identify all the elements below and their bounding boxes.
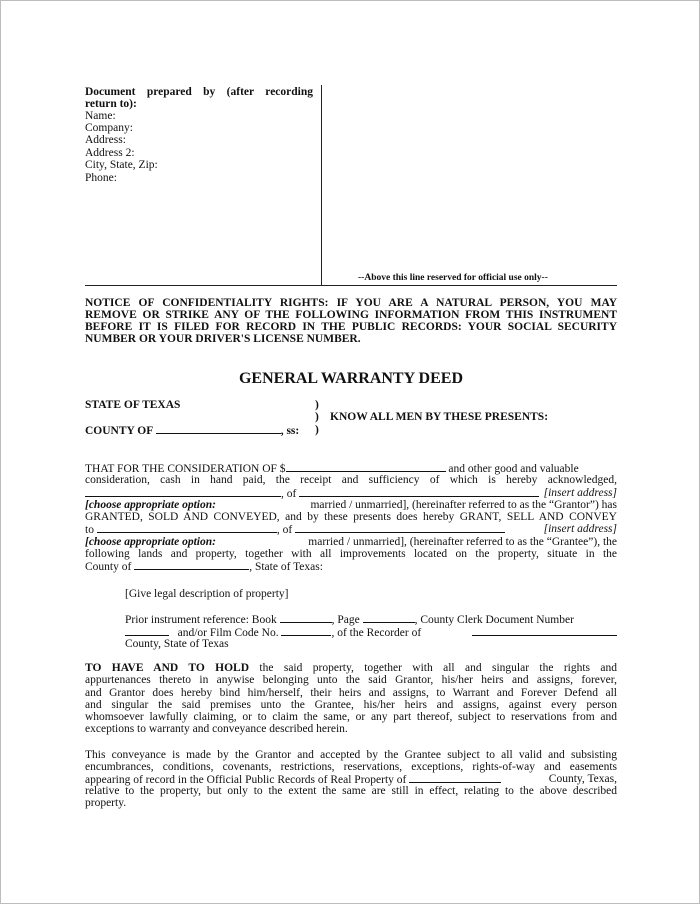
legal-description-placeholder: [Give legal description of property] [125, 588, 289, 600]
state-of-texas: STATE OF TEXAS [85, 399, 181, 411]
page-blank[interactable] [363, 613, 415, 623]
county-texas-text: County, Texas, [548, 773, 617, 785]
grantor-address-blank[interactable] [299, 487, 539, 497]
recorder-of-text: , of the Recorder of [331, 627, 422, 639]
recording-divider-vertical [321, 85, 322, 285]
consideration-line-5: GRANTED, SOLD AND CONVEYED, and by these presents does hereby GRANT, SELL AND CONVEY [85, 511, 617, 523]
venue-paren-1: ) [315, 399, 319, 411]
conveyance-line-4: relative to the property, but only to the extent the same are still in effect, relating to the above described [85, 785, 617, 797]
to-have-and-to-hold: TO HAVE AND TO HOLD [85, 662, 250, 674]
consideration-line-4 [85, 499, 617, 511]
prior-book-text: Prior instrument reference: Book [125, 614, 277, 626]
venue-paren-2: ) [315, 411, 319, 423]
habendum-text: the said property, together with all and singular the rights and [259, 662, 618, 674]
field-name: Name: [85, 110, 116, 122]
insert-address-hint-2: [insert address] [543, 523, 617, 535]
conveyance-line-5: property. [85, 797, 127, 809]
choose-option-hint-2: [choose appropriate option: [85, 536, 216, 548]
film-code-blank[interactable] [281, 626, 331, 636]
consideration-line-9 [85, 560, 323, 573]
recording-divider-horizontal [85, 285, 617, 286]
consideration-line-6 [85, 523, 617, 536]
insert-address-hint: [insert address] [543, 487, 617, 499]
consideration-line-2: consideration, cash in hand paid, the receipt and sufficiency of which is hereby acknowledged, [85, 474, 617, 486]
conveyance-line-1: This conveyance is made by the Grantor and accepted by the Grantee subject to all valid and subsisting [85, 749, 617, 761]
prepared-by-heading-2: return to): [85, 98, 137, 110]
notice-line-1: NOTICE OF CONFIDENTIALITY RIGHTS: IF YOU ARE A NATURAL PERSON, YOU MAY [85, 297, 617, 309]
prior-instrument-line-3: County, State of Texas [125, 638, 229, 650]
field-address: Address: [85, 134, 126, 146]
prepared-by-heading: Document prepared by (after recording [85, 86, 313, 98]
consideration-text-2: and other good and valuable [448, 463, 579, 475]
county-blank[interactable] [156, 424, 281, 434]
notice-line-4: NUMBER OR YOUR DRIVER'S LICENSE NUMBER. [85, 333, 361, 345]
recorder-county-blank[interactable] [472, 626, 617, 636]
choose-option-hint: [choose appropriate option: [85, 499, 216, 511]
film-code-text: and/or Film Code No. [177, 627, 279, 639]
county-ss: , ss: [280, 425, 300, 437]
county-label: COUNTY OF [85, 425, 153, 437]
venue-paren-3: ) [315, 424, 319, 436]
notice-line-3: BEFORE IT IS FILED FOR RECORD IN THE PUBLIC RECORDS: YOUR SOCIAL SECURITY [85, 321, 617, 333]
consideration-line-8: following lands and property, together with all improvements located on the property, situate in the [85, 548, 617, 560]
grantee-option-text: married / unmarried], (hereinafter referred to as the “Grantee”), the [308, 536, 617, 548]
county-line [85, 424, 299, 437]
notice-line-2: REMOVE OR STRIKE ANY OF THE FOLLOWING INFORMATION FROM THIS INSTRUMENT [85, 309, 617, 321]
grantee-name-blank[interactable] [97, 523, 277, 533]
habendum-line-4: and singular the said premises unto the Grantee, his/her heirs and assigns, against every person [85, 699, 617, 711]
records-county-blank[interactable] [409, 773, 501, 783]
document-number-blank[interactable] [125, 626, 169, 636]
habendum-line-5: whomsoever lawfully claiming, or to claim the same, or any part thereof, subject to reservations from and [85, 711, 617, 723]
book-blank[interactable] [280, 613, 332, 623]
prior-page-text: , Page [331, 614, 360, 626]
deed-title: GENERAL WARRANTY DEED [238, 370, 464, 387]
field-phone: Phone: [85, 172, 117, 184]
habendum-line-6: exceptions to warranty and conveyance described herein. [85, 723, 348, 735]
consideration-line-7 [85, 536, 617, 548]
grantor-name-blank[interactable] [85, 487, 281, 497]
state-of-texas-text: , State of Texas: [249, 561, 323, 573]
field-address-2: Address 2: [85, 147, 135, 159]
conveyance-records-text: appearing of record in the Official Public Records of Real Property of [85, 774, 407, 786]
prior-instrument-line-1 [125, 613, 574, 626]
of-text: , of [281, 488, 297, 500]
prior-doc-number-text: , County Clerk Document Number [414, 614, 574, 626]
conveyance-line-2: encumbrances, conditions, covenants, restrictions, reservations, exceptions, rights-of-way and easements [85, 761, 617, 773]
county-of-text: County of [85, 561, 132, 573]
habendum-line-1 [85, 662, 617, 674]
consideration-amount-blank[interactable] [286, 462, 446, 472]
reserved-note: --Above this line reserved for official use only-- [358, 273, 548, 283]
property-county-blank[interactable] [134, 560, 249, 570]
of-text-2: , of [276, 524, 293, 536]
grantee-address-blank[interactable] [295, 523, 505, 533]
consideration-text: THAT FOR THE CONSIDERATION OF $ [85, 463, 286, 475]
habendum-line-2: appurtenances thereto in anywise belonging unto the said Grantor, his/her heirs and assigns, forever, [85, 674, 617, 686]
to-text: to [85, 524, 94, 536]
habendum-line-3: and Grantor does hereby bind him/herself, their heirs and assigns, to Warrant and Forever Defend all [85, 687, 617, 699]
field-city-state-zip: City, State, Zip: [85, 159, 158, 171]
grantor-option-text: married / unmarried], (hereinafter referred to as the “Grantor”) has [310, 499, 617, 511]
know-all-men: KNOW ALL MEN BY THESE PRESENTS: [330, 411, 549, 423]
field-company: Company: [85, 122, 133, 134]
